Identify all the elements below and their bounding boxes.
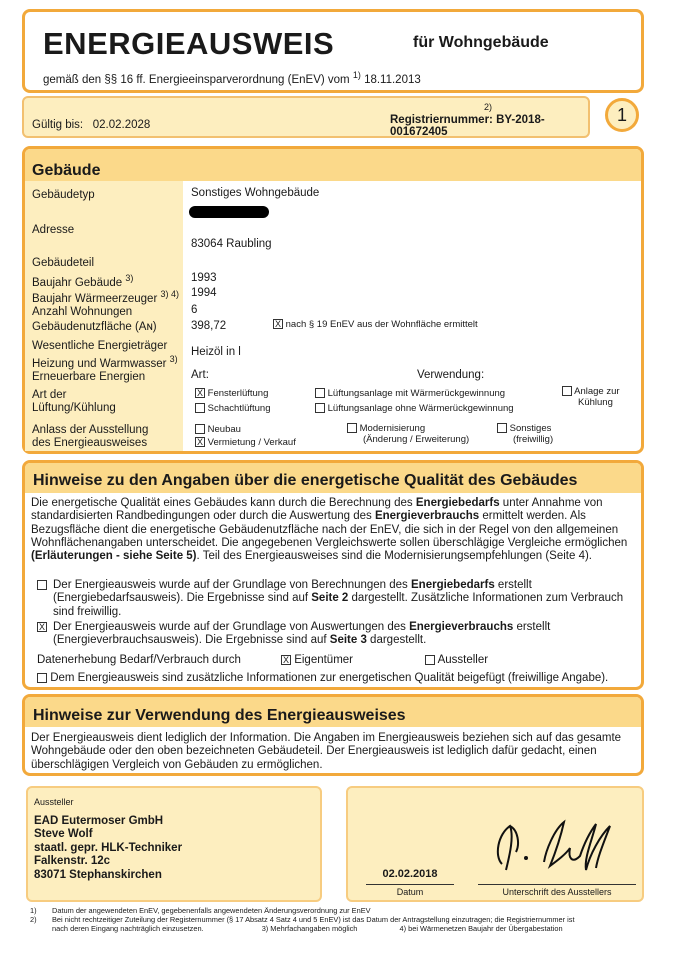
validity-bar <box>22 96 590 138</box>
usage-section <box>22 694 644 776</box>
issuer-label: Aussteller <box>34 797 74 807</box>
vent-shaft: Schachtlüftung <box>195 403 271 414</box>
date-label: Datum <box>396 887 424 897</box>
area-method: X nach § 19 EnEV aus der Wohnfläche ermittelt <box>274 319 478 330</box>
issuer-address: EAD Eutermoser GmbH Steve Wolf staatl. gepr. HLK-Techniker Falkenstr. 12c 83071 Stephanskirchen <box>34 815 183 881</box>
footnote-1: 1) Datum der angewendeten EnEV, gegebenenfalls angewendeten Änderungsverordnung zur EnEV <box>30 906 371 915</box>
energy-carrier-label: Wesentliche Energieträger Heizung und Warmwasser $^{3)}$ <box>32 340 178 370</box>
signature-label: Unterschrift des Ausstellers <box>502 887 612 897</box>
extra-info-option: Dem Energieausweis sind zusätzliche Informationen zur energetischen Qualität beigefügt (freiwillige Angabe). <box>37 672 608 685</box>
reason-other-checkbox[interactable] <box>497 423 507 433</box>
vent-window-checkbox[interactable]: X <box>196 388 203 399</box>
issuer-box <box>26 786 322 902</box>
reason-label: Anlass der Ausstellung des Energieausweises <box>32 424 149 449</box>
building-type-label: Gebäudetyp <box>32 189 95 201</box>
footnote-2-cont: nach deren Eingang nachträglich einzusetzen. 3) Mehrfachangaben möglich 4) bei Wärmenetzen Baujahr der Übergabestation <box>52 924 563 933</box>
reason-modernisation: Modernisierung (Änderung / Erweiterung) <box>347 423 469 445</box>
footnote-2-marker: 2) <box>484 102 493 112</box>
footnotes <box>30 906 650 933</box>
reason-other: Sonstiges (freiwillig) <box>497 423 553 445</box>
issue-date: 02.02.2018 <box>382 868 438 880</box>
footnote-2: 2) Bei nicht rechtzeitiger Zuteilung der Registernummer (§ 17 Absatz 4 Satz 4 und 5 EnEV) ist das Datum der Antragstellung einzutragen; die Registriernummer ist <box>30 915 575 924</box>
reason-modernisation-checkbox[interactable] <box>347 423 357 433</box>
signature-box <box>346 786 644 902</box>
reason-new: Neubau <box>195 424 241 435</box>
year-building-label: Baujahr Gebäude $^{3)}$ <box>32 273 134 289</box>
signature-line <box>478 884 636 885</box>
survey-issuer-checkbox[interactable] <box>425 655 435 665</box>
building-part-label: Gebäudeteil <box>32 257 95 269</box>
energy-carrier-value: Heizöl in l <box>191 346 241 358</box>
quality-section <box>22 460 644 690</box>
building-title-bar <box>25 149 641 181</box>
ventilation-label: Art der Lüftung/Kühlung <box>32 389 116 414</box>
vent-with-recovery-checkbox[interactable] <box>315 388 325 398</box>
building-section <box>22 146 644 454</box>
vent-without-recovery-checkbox[interactable] <box>315 403 325 413</box>
usage-title-bar <box>25 697 641 727</box>
area-value: 398,72 <box>191 320 227 332</box>
usage-text: Der Energieausweis dient lediglich der Information. Die Angaben im Energieausweis beziehen sich auf das gesamte Wohngebäude oder den oben bezeichneten Gebäudeteil. Der Energieausweis ist lediglich dafür gedacht, einen überschlägigen Vergleich von Gebäuden zu ermöglichen. <box>31 732 622 771</box>
area-checkbox[interactable]: X <box>274 319 281 330</box>
vent-shaft-checkbox[interactable] <box>195 403 205 413</box>
year-heater-label: Baujahr Wärmeerzeuger $^{3) 4)}$ <box>32 289 179 305</box>
date-line <box>366 884 454 885</box>
basis-consumption-checkbox[interactable]: X <box>38 622 45 632</box>
quality-intro: Die energetische Qualität eines Gebäudes kann durch die Berechnung des Energiebedarfs unter Annahme von standardisierten Randbedingungen oder durch die Auswertung des Energieverbrauchs ermittelt werden. Als Bezugsfläche dient die energetische Gebäudenutzfläche nach der EnEV, die sich in der Regel von den allgemeinen Wohnflächenangaben unterscheidet. Die angegebenen Vergleichswerte sollen überschlägige Vergleiche ermöglichen (Erläuterungen - siehe Seite 5). Teil des Energieausweises sind die Modernisierungsempfehlungen (Seite 4). <box>31 497 628 563</box>
document-subtitle: für Wohngebäude <box>413 34 549 51</box>
address-value: 83064 Raubling <box>191 238 272 250</box>
document-title: ENERGIEAUSWEIS <box>43 26 335 61</box>
survey-label: Datenerhebung Bedarf/Verbrauch durch <box>37 654 241 666</box>
basis-demand-option: Der Energieausweis wurde auf der Grundlage von Berechnungen des Energiebedarfs erstellt (Energiebedarfsausweis). Die Ergebnisse sind auf Seite 2 dargestellt. Zusätzliche Informationen zum Verbrauch sind freiwillig. <box>37 579 633 619</box>
year-heater-value: 1994 <box>191 287 217 299</box>
extra-info-checkbox[interactable] <box>37 673 47 683</box>
survey-owner: X Eigentümer <box>282 654 354 666</box>
vent-window: X Fensterlüftung <box>196 388 269 399</box>
units-label: Anzahl Wohnungen <box>32 306 133 318</box>
address-redaction <box>189 206 269 218</box>
reason-new-checkbox[interactable] <box>195 424 205 434</box>
vent-without-recovery: Lüftungsanlage ohne Wärmerückgewinnung <box>315 403 514 414</box>
cooling-checkbox[interactable] <box>562 386 572 396</box>
area-label: Gebäudenutzfläche (Aɴ) <box>32 321 157 333</box>
renewables-art: Art: <box>191 369 209 381</box>
address-label: Adresse <box>32 224 75 236</box>
renewables-use: Verwendung: <box>417 369 485 381</box>
header-box <box>22 9 644 93</box>
survey-owner-checkbox[interactable]: X <box>282 654 289 665</box>
reason-rent-sale-checkbox[interactable]: X <box>196 437 203 448</box>
usage-title: Hinweise zur Verwendung des Energieausweises <box>33 707 406 724</box>
registration-number: Registriernummer: BY-2018-001672405 <box>390 114 545 138</box>
building-title: Gebäude <box>32 162 101 179</box>
quality-title: Hinweise zu den Angaben über die energetische Qualität des Gebäudes <box>33 472 578 489</box>
legal-basis: gemäß den §§ 16 ff. Energieeinsparverordnung (EnEV) vom $^{1)}$ 18.11.2013 <box>43 70 421 86</box>
units-value: 6 <box>191 304 198 316</box>
year-building-value: 1993 <box>191 272 217 284</box>
basis-consumption-option: X Der Energieausweis wurde auf der Grundlage von Auswertungen des Energieverbrauchs erstellt (Energieverbrauchsausweis). Die Ergebnisse sind auf Seite 3 dargestellt. <box>38 621 551 647</box>
building-type-value: Sonstiges Wohngebäude <box>191 187 320 199</box>
signature <box>484 814 624 884</box>
page-number-badge: 1 <box>605 98 639 132</box>
valid-until: Gültig bis: 02.02.2028 <box>32 119 151 131</box>
survey-issuer: Aussteller <box>425 654 488 667</box>
quality-title-bar <box>25 463 641 493</box>
reason-rent-sale: X Vermietung / Verkauf <box>196 437 296 448</box>
renewables-label: Erneuerbare Energien <box>32 371 146 383</box>
basis-demand-checkbox[interactable] <box>37 580 47 590</box>
cooling-system: Anlage zur Kühlung <box>562 386 620 408</box>
vent-with-recovery: Lüftungsanlage mit Wärmerückgewinnung <box>315 388 505 399</box>
